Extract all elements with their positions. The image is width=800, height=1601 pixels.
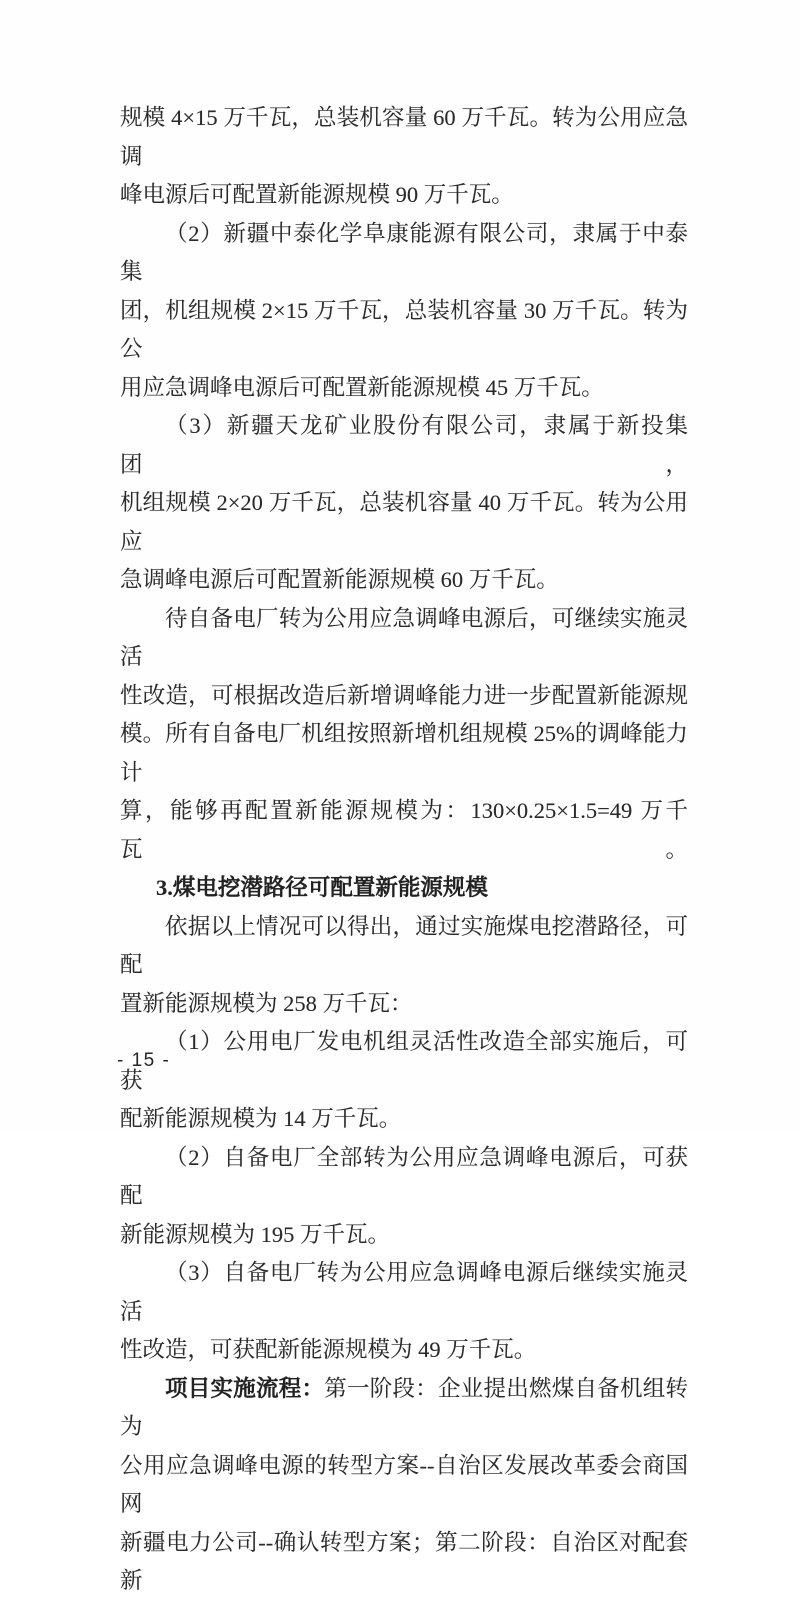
- body-text: （1）公用电厂发电机组灵活性改造全部实施后，可获: [120, 1029, 688, 1093]
- body-text: （3）新疆天龙矿业股份有限公司，隶属于新投集团，: [120, 413, 688, 477]
- text-line: [120, 215, 688, 292]
- body-text: 规模 4×15 万千瓦，总装机容量 60 万千瓦。转为公用应急调: [120, 105, 688, 169]
- body-text: 算，能够再配置新能源规模为：130×0.25×1.5=49 万千瓦。: [120, 798, 688, 862]
- bold-text: 项目实施流程：: [165, 1375, 325, 1401]
- body-text: 团，机组规模 2×15 万千瓦，总装机容量 30 万千瓦。转为公: [120, 297, 688, 361]
- text-line: [120, 1023, 688, 1100]
- body-text: 用应急调峰电源后可配置新能源规模 45 万千瓦。: [120, 374, 604, 400]
- text-line: [120, 561, 688, 600]
- text-line: [120, 1331, 688, 1370]
- text-line: [120, 1524, 688, 1601]
- text-line: [120, 292, 688, 369]
- text-line: [120, 908, 688, 985]
- body-text: 依据以上情况可以得出，通过实施煤电挖潜路径，可配: [120, 913, 688, 977]
- body-text: （2）新疆中泰化学阜康能源有限公司，隶属于中泰集: [120, 220, 688, 284]
- body-text: 新疆电力公司--确认转型方案；第二阶段：自治区对配套新: [120, 1529, 688, 1593]
- text-line: [120, 1139, 688, 1216]
- body-text: （2）自备电厂全部转为公用应急调峰电源后，可获配: [120, 1144, 688, 1208]
- body-text: 模。所有自备电厂机组按照新增机组规模 25%的调峰能力计: [120, 721, 688, 785]
- text-line: [120, 1216, 688, 1255]
- text-line: [120, 1100, 688, 1139]
- body-text: 新能源规模为 195 万千瓦。: [120, 1221, 391, 1247]
- body-text: 性改造，可根据改造后新增调峰能力进一步配置新能源规: [120, 682, 688, 708]
- body-text: 性改造，可获配新能源规模为 49 万千瓦。: [120, 1337, 537, 1362]
- text-line: [120, 677, 688, 716]
- text-line: [120, 484, 688, 561]
- text-line: [120, 1254, 688, 1331]
- body-text: 置新能源规模为 258 万千瓦：: [120, 990, 413, 1016]
- body-text: 第一阶段：企业提出燃煤自备机组转为: [120, 1375, 688, 1439]
- body-text: （3）自备电厂转为公用应急调峰电源后继续实施灵活: [120, 1260, 688, 1324]
- text-line: [120, 1370, 688, 1447]
- text-line: [120, 176, 688, 215]
- text-line: [120, 985, 688, 1024]
- text-line: [120, 99, 688, 176]
- text-line: [120, 369, 688, 408]
- bold-text: 3.煤电挖潜路径可配置新能源规模: [156, 875, 488, 900]
- body-text: 机组规模 2×20 万千瓦，总装机容量 40 万千瓦。转为公用应: [120, 490, 688, 554]
- text-line: [120, 600, 688, 677]
- body-text: 待自备电厂转为公用应急调峰电源后，可继续实施灵活: [120, 605, 688, 669]
- body-text: 配新能源规模为 14 万千瓦。: [120, 1106, 402, 1131]
- body-text: 峰电源后可配置新能源规模 90 万千瓦。: [120, 182, 514, 207]
- section-heading: [120, 869, 688, 908]
- page-number: - 15 -: [117, 1050, 171, 1071]
- body-text: 公用应急调峰电源的转型方案--自治区发展改革委会商国网: [120, 1452, 688, 1516]
- text-line: [120, 715, 688, 792]
- text-line: [120, 407, 688, 484]
- text-line: [120, 1447, 688, 1524]
- body-text: 急调峰电源后可配置新能源规模 60 万千瓦。: [120, 567, 559, 592]
- text-line: [120, 792, 688, 869]
- document-body: [120, 99, 688, 1601]
